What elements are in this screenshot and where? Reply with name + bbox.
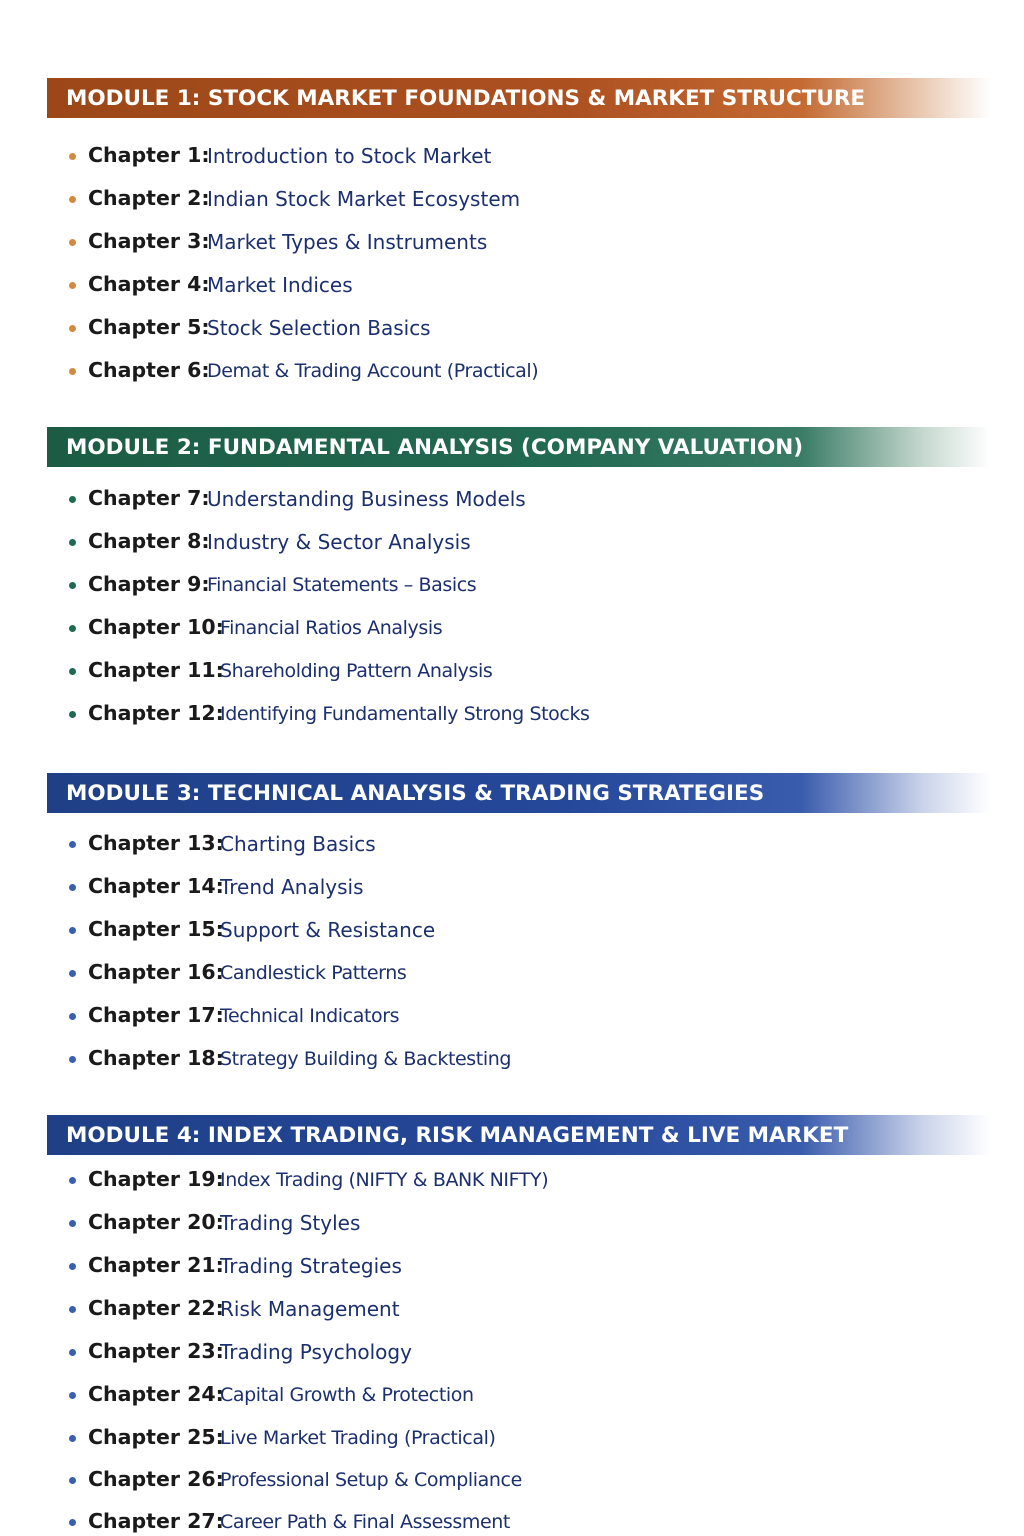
- module-4: [0, 1115, 1024, 1533]
- chapter-number: Chapter 16:: [88, 960, 224, 984]
- chapter-title: Market Types & Instruments: [207, 230, 488, 254]
- bullet-dot-icon: [69, 1392, 76, 1399]
- chapter-title: Trend Analysis: [220, 875, 364, 899]
- chapter-number: Chapter 8:: [88, 529, 210, 553]
- bullet-dot-icon: [69, 1349, 76, 1356]
- chapter-number: Chapter 12:: [88, 701, 224, 725]
- chapter-title: Market Indices: [207, 273, 353, 297]
- bullet-dot-icon: [69, 1056, 76, 1063]
- chapter-title: Technical Indicators: [220, 1005, 400, 1027]
- chapter-title: Introduction to Stock Market: [207, 144, 492, 168]
- bullet-dot-icon: [69, 196, 76, 203]
- chapter-number: Chapter 3:: [88, 229, 210, 253]
- bullet-dot-icon: [69, 325, 76, 332]
- chapter-number: Chapter 25:: [88, 1425, 224, 1449]
- bullet-dot-icon: [69, 582, 76, 589]
- chapter-number: Chapter 4:: [88, 272, 210, 296]
- chapter-number: Chapter 24:: [88, 1382, 224, 1406]
- bullet-dot-icon: [69, 539, 76, 546]
- chapter-number: Chapter 18:: [88, 1046, 224, 1070]
- module-1-header: MODULE 1: STOCK MARKET FOUNDATIONS & MARKET STRUCTURE: [47, 78, 990, 118]
- chapter-title: Financial Ratios Analysis: [220, 617, 443, 639]
- chapter-title: Support & Resistance: [220, 918, 436, 942]
- bullet-dot-icon: [69, 625, 76, 632]
- chapter-number: Chapter 7:: [88, 486, 210, 510]
- chapter-title: Strategy Building & Backtesting: [220, 1048, 512, 1070]
- bullet-dot-icon: [69, 1435, 76, 1442]
- module-3: [0, 773, 1024, 1070]
- module-1: [0, 78, 1024, 382]
- chapter-number: Chapter 9:: [88, 572, 210, 596]
- chapter-title: Industry & Sector Analysis: [207, 530, 471, 554]
- chapter-title: Stock Selection Basics: [207, 316, 431, 340]
- bullet-dot-icon: [69, 1177, 76, 1184]
- chapter-number: Chapter 17:: [88, 1003, 224, 1027]
- chapter-number: Chapter 6:: [88, 358, 210, 382]
- bullet-dot-icon: [69, 711, 76, 718]
- chapter-number: Chapter 22:: [88, 1296, 224, 1320]
- chapter-title: Identifying Fundamentally Strong Stocks: [220, 703, 590, 725]
- chapter-title: Live Market Trading (Practical): [220, 1427, 496, 1449]
- bullet-dot-icon: [69, 884, 76, 891]
- bullet-dot-icon: [69, 1519, 76, 1526]
- chapter-number: Chapter 23:: [88, 1339, 224, 1363]
- chapter-number: Chapter 2:: [88, 186, 210, 210]
- chapter-number: Chapter 1:: [88, 143, 210, 167]
- chapter-title: Risk Management: [220, 1297, 400, 1321]
- module-2-header: MODULE 2: FUNDAMENTAL ANALYSIS (COMPANY VALUATION): [47, 427, 990, 467]
- bullet-dot-icon: [69, 153, 76, 160]
- bullet-dot-icon: [69, 1306, 76, 1313]
- chapter-title: Indian Stock Market Ecosystem: [207, 187, 521, 211]
- module-3-header: MODULE 3: TECHNICAL ANALYSIS & TRADING STRATEGIES: [47, 773, 990, 813]
- bullet-dot-icon: [69, 368, 76, 375]
- chapter-title: Trading Psychology: [220, 1340, 412, 1364]
- chapter-title: Trading Strategies: [220, 1254, 402, 1278]
- chapter-number: Chapter 21:: [88, 1253, 224, 1277]
- chapter-number: Chapter 5:: [88, 315, 210, 339]
- bullet-dot-icon: [69, 1263, 76, 1270]
- bullet-dot-icon: [69, 496, 76, 503]
- chapter-number: Chapter 14:: [88, 874, 224, 898]
- bullet-dot-icon: [69, 239, 76, 246]
- bullet-dot-icon: [69, 970, 76, 977]
- chapter-number: Chapter 15:: [88, 917, 224, 941]
- bullet-dot-icon: [69, 1220, 76, 1227]
- chapter-number: Chapter 13:: [88, 831, 224, 855]
- chapter-number: Chapter 11:: [88, 658, 224, 682]
- chapter-number: Chapter 19:: [88, 1167, 224, 1191]
- chapter-title: Financial Statements – Basics: [207, 574, 477, 596]
- chapter-number: Chapter 10:: [88, 615, 224, 639]
- chapter-title: Demat & Trading Account (Practical): [207, 360, 539, 382]
- chapter-title: Index Trading (NIFTY & BANK NIFTY): [220, 1169, 549, 1191]
- bullet-dot-icon: [69, 1477, 76, 1484]
- chapter-title: Shareholding Pattern Analysis: [220, 660, 493, 682]
- chapter-title: Charting Basics: [220, 832, 376, 856]
- module-4-header: MODULE 4: INDEX TRADING, RISK MANAGEMENT & LIVE MARKET: [47, 1115, 990, 1155]
- bullet-dot-icon: [69, 282, 76, 289]
- chapter-title: Understanding Business Models: [207, 487, 526, 511]
- bullet-dot-icon: [69, 1013, 76, 1020]
- chapter-title: Candlestick Patterns: [220, 962, 407, 984]
- chapter-number: Chapter 20:: [88, 1210, 224, 1234]
- bullet-dot-icon: [69, 927, 76, 934]
- chapter-title: Professional Setup & Compliance: [220, 1469, 522, 1491]
- chapter-title: Capital Growth & Protection: [220, 1384, 474, 1406]
- chapter-number: Chapter 26:: [88, 1467, 224, 1491]
- chapter-number: Chapter 27:: [88, 1509, 224, 1533]
- bullet-dot-icon: [69, 841, 76, 848]
- module-2: [0, 427, 1024, 725]
- bullet-dot-icon: [69, 668, 76, 675]
- chapter-title: Trading Styles: [220, 1211, 361, 1235]
- chapter-title: Career Path & Final Assessment: [220, 1511, 510, 1533]
